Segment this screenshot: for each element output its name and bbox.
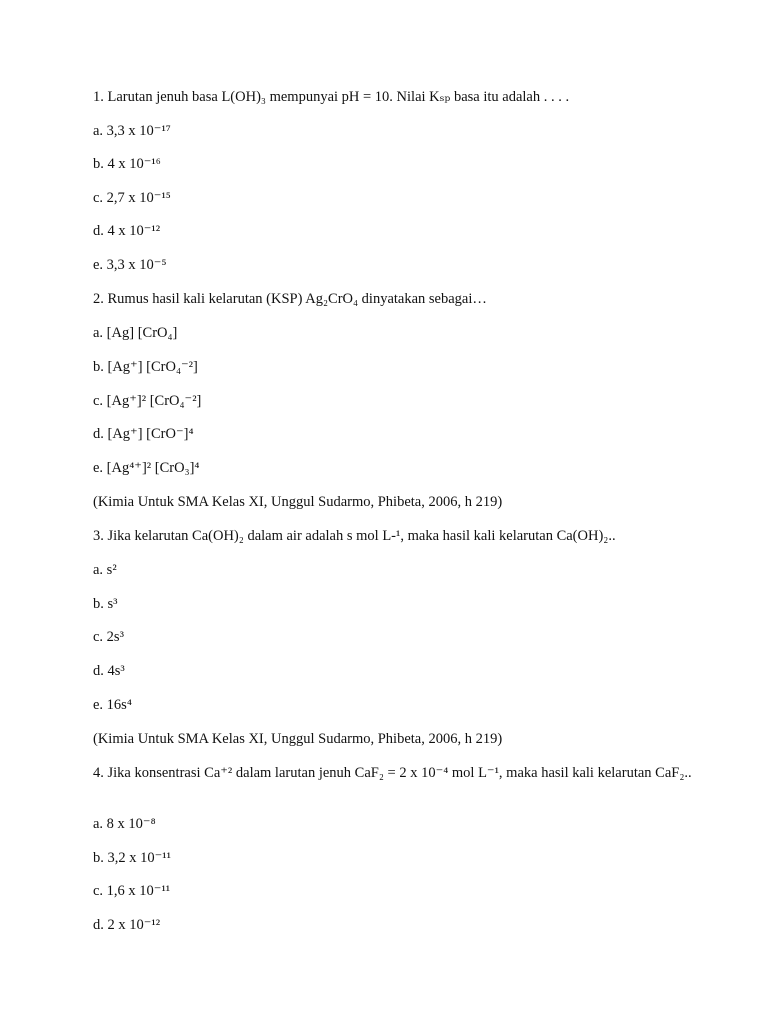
q4-option-a: a. 8 x 10⁻⁸ [93,816,156,832]
q3-option-b: b. s³ [93,596,118,612]
q2-option-d: d. [Ag⁺] [CrO⁻]⁴ [93,426,194,442]
q1-option-a: a. 3,3 x 10⁻¹⁷ [93,123,171,139]
q1-option-c: c. 2,7 x 10⁻¹⁵ [93,190,171,206]
q1-option-d: d. 4 x 10⁻¹² [93,223,161,239]
q3-option-d: d. 4s³ [93,663,125,679]
q4-option-d: d. 2 x 10⁻¹² [93,917,161,933]
q2-option-b: b. [Ag⁺] [CrO₄⁻²] [93,359,198,375]
q2-option-e: e. [Ag⁴⁺]² [CrO₃]⁴ [93,460,200,476]
q2-source: (Kimia Untuk SMA Kelas XI, Unggul Sudarmo, Phibeta, 2006, h 219) [93,494,503,510]
q3-option-e: e. 16s⁴ [93,697,132,713]
question-4: 4. Jika konsentrasi Ca⁺² dalam larutan jenuh CaF₂ = 2 x 10⁻⁴ mol L⁻¹, maka hasil kali kelarutan CaF₂.. [93,765,692,781]
q3-source: (Kimia Untuk SMA Kelas XI, Unggul Sudarmo, Phibeta, 2006, h 219) [93,731,503,747]
q1-option-b: b. 4 x 10⁻¹⁶ [93,156,161,172]
q2-option-c: c. [Ag⁺]² [CrO₄⁻²] [93,393,202,409]
question-2: 2. Rumus hasil kali kelarutan (KSP) Ag₂CrO₄ dinyatakan sebagai… [93,291,487,307]
q3-option-c: c. 2s³ [93,629,124,645]
question-1: 1. Larutan jenuh basa L(OH)₃ mempunyai pH = 10. Nilai Kₛₚ basa itu adalah . . . . [93,89,570,105]
question-3: 3. Jika kelarutan Ca(OH)₂ dalam air adalah s mol L-¹, maka hasil kali kelarutan Ca(OH)₂.. [93,528,616,544]
q2-option-a: a. [Ag] [CrO₄] [93,325,178,341]
q4-option-c: c. 1,6 x 10⁻¹¹ [93,883,171,899]
q1-option-e: e. 3,3 x 10⁻⁵ [93,257,167,273]
q4-option-b: b. 3,2 x 10⁻¹¹ [93,850,171,866]
q3-option-a: a. s² [93,562,117,578]
